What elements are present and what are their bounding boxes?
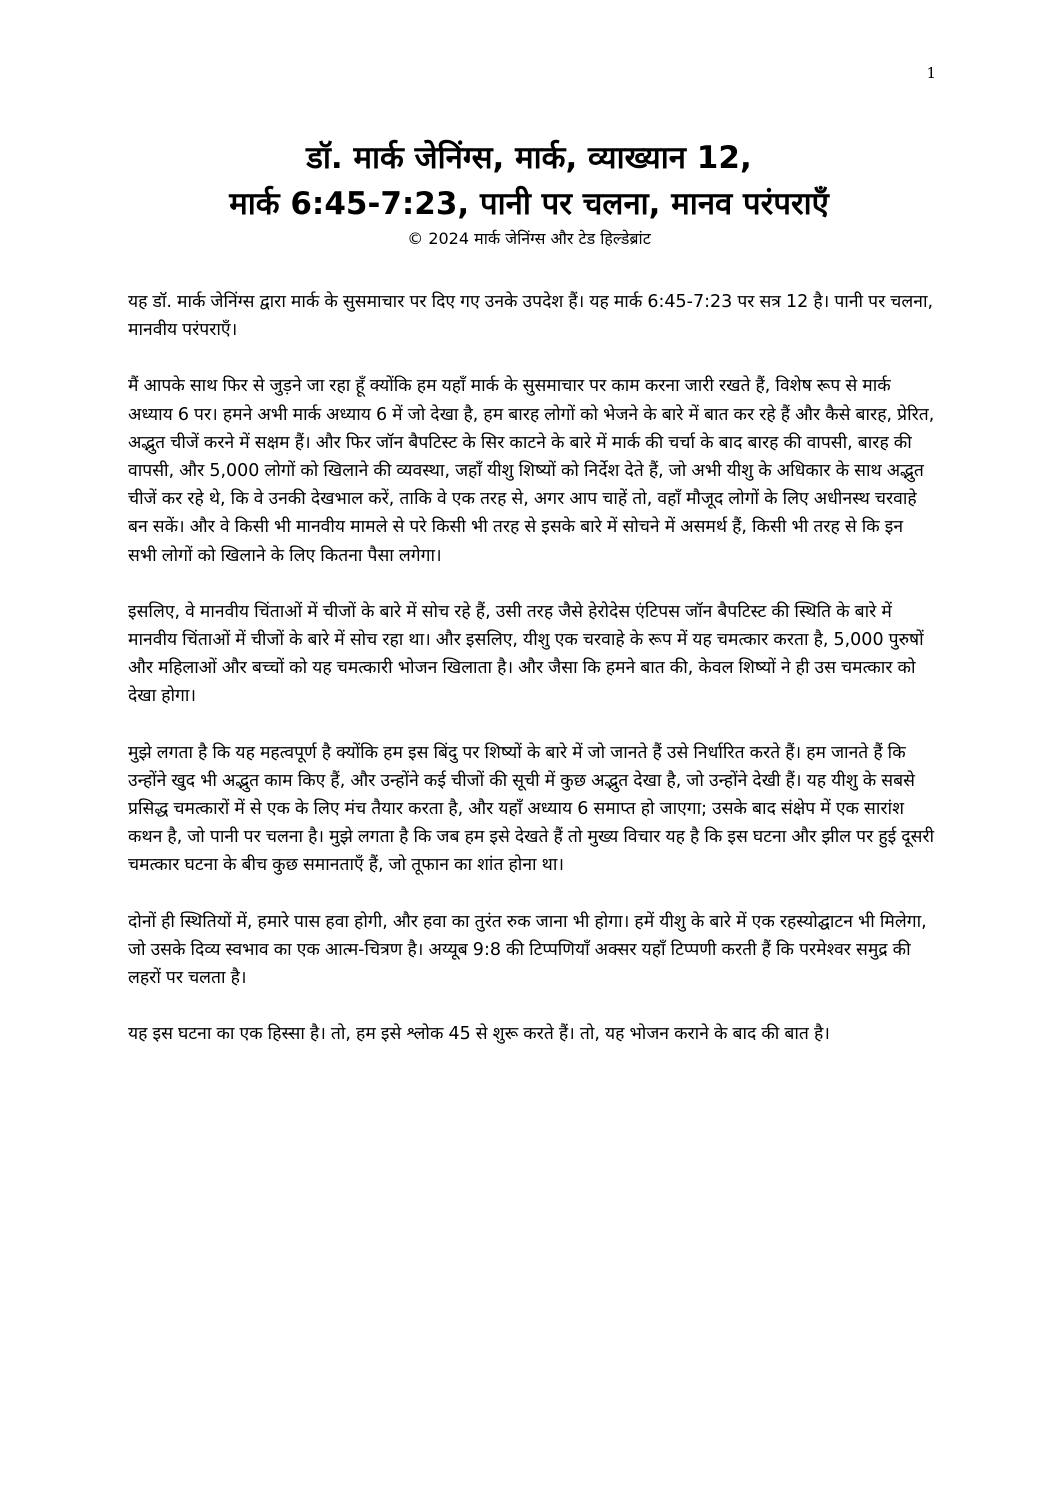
paragraph: मैं आपके साथ फिर से जुड़ने जा रहा हूँ क्योंकि हम यहाँ मार्क के सुसमाचार पर काम करना जारी रखते हैं, विशेष रूप से मार्क अध्याय 6 पर। हमने अभी मार्क अध्याय 6 में जो देखा है, हम बारह लोगों को भेजने के बारे में बात कर रहे हैं और कैसे बारह, प्रेरित, अद्भुत चीजें करने में सक्षम हैं। और फिर जॉन बैपटिस्ट के सिर काटने के बारे में मार्क की चर्चा के बाद बारह की वापसी, बारह की वापसी, और 5,000 लोगों को खिलाने की व्यवस्था, जहाँ यीशु शिष्यों को निर्देश देते हैं, जो अभी यीशु के अधिकार के साथ अद्भुत चीजें कर रहे थे, कि वे उनकी देखभाल करें, ताकि वे एक तरह से, अगर आप चाहें तो, वहाँ मौजूद लोगों के लिए अधीनस्थ चरवाहे बन सकें। और वे किसी भी मानवीय मामले से परे किसी भी तरह से इसके बारे में सोचने में असमर्थ हैं, किसी भी तरह से कि इन सभी लोगों को खिलाने के लिए कितना पैसा लगेगा। [128,376,935,566]
document-body [128,288,936,1076]
page-number: 1 [926,64,936,82]
title-line-2: मार्क 6:45-7:23, पानी पर चलना, मानव परंपराएँ [229,186,829,222]
paragraph: यह डॉ. मार्क जेनिंग्स द्वारा मार्क के सुसमाचार पर दिए गए उनके उपदेश हैं। यह मार्क 6:45-7:23 पर सत्र 12 है। पानी पर चलना, मानवीय परंपराएँ। [128,292,934,341]
document-header [120,135,938,251]
copyright-notice: © 2024 मार्क जेनिंग्स और टेड हिल्डेब्रांट [407,229,651,248]
paragraph: दोनों ही स्थितियों में, हमारे पास हवा होगी, और हवा का तुरंत रुक जाना भी होगा। हमें यीशु के बारे में एक रहस्योद्घाटन भी मिलेगा, जो उसके दिव्य स्वभाव का एक आत्म-चित्रण है। अय्यूब 9:8 की टिप्पणियाँ अक्सर यहाँ टिप्पणी करती हैं कि परमेश्वर समुद्र की लहरों पर चलता है। [128,911,927,989]
paragraph: यह इस घटना का एक हिस्सा है। तो, हम इसे श्लोक 45 से शुरू करते हैं। तो, यह भोजन कराने के बाद की बात है। [128,1024,830,1045]
title-line-1: डॉ. मार्क जेनिंग्स, मार्क, व्याख्यान 12, [306,140,752,176]
paragraph: इसलिए, वे मानवीय चिंताओं में चीजों के बारे में सोच रहे हैं, उसी तरह जैसे हेरोदेस एंटिपस जॉन बैपटिस्ट की स्थिति के बारे में मानवीय चिंताओं में चीजों के बारे में सोच रहा था। और इसलिए, यीशु एक चरवाहे के रूप में यह चमत्कार करता है, 5,000 पुरुषों और महिलाओं और बच्चों को यह चमत्कारी भोजन खिलाता है। और जैसा कि हमने बात की, केवल शिष्यों ने ही उस चमत्कार को देखा होगा। [128,601,924,707]
paragraph: मुझे लगता है कि यह महत्वपूर्ण है क्योंकि हम इस बिंदु पर शिष्यों के बारे में जो जानते हैं उसे निर्धारित करते हैं। हम जानते हैं कि उन्होंने खुद भी अद्भुत काम किए हैं, और उन्होंने कई चीजों की सूची में कुछ अद्भुत देखा है, जो उन्होंने देखी हैं। यह यीशु के सबसे प्रसिद्ध चमत्कारों में से एक के लिए मंच तैयार करता है, और यहाँ अध्याय 6 समाप्त हो जाएगा; उसके बाद संक्षेप में एक सारांश कथन है, जो पानी पर चलना है। मुझे लगता है कि जब हम इसे देखते हैं तो मुख्य विचार यह है कि इस घटना और झील पर हुई दूसरी चमत्कार घटना के बीच कुछ समानताएँ हैं, जो तूफान का शांत होना था। [128,742,935,876]
